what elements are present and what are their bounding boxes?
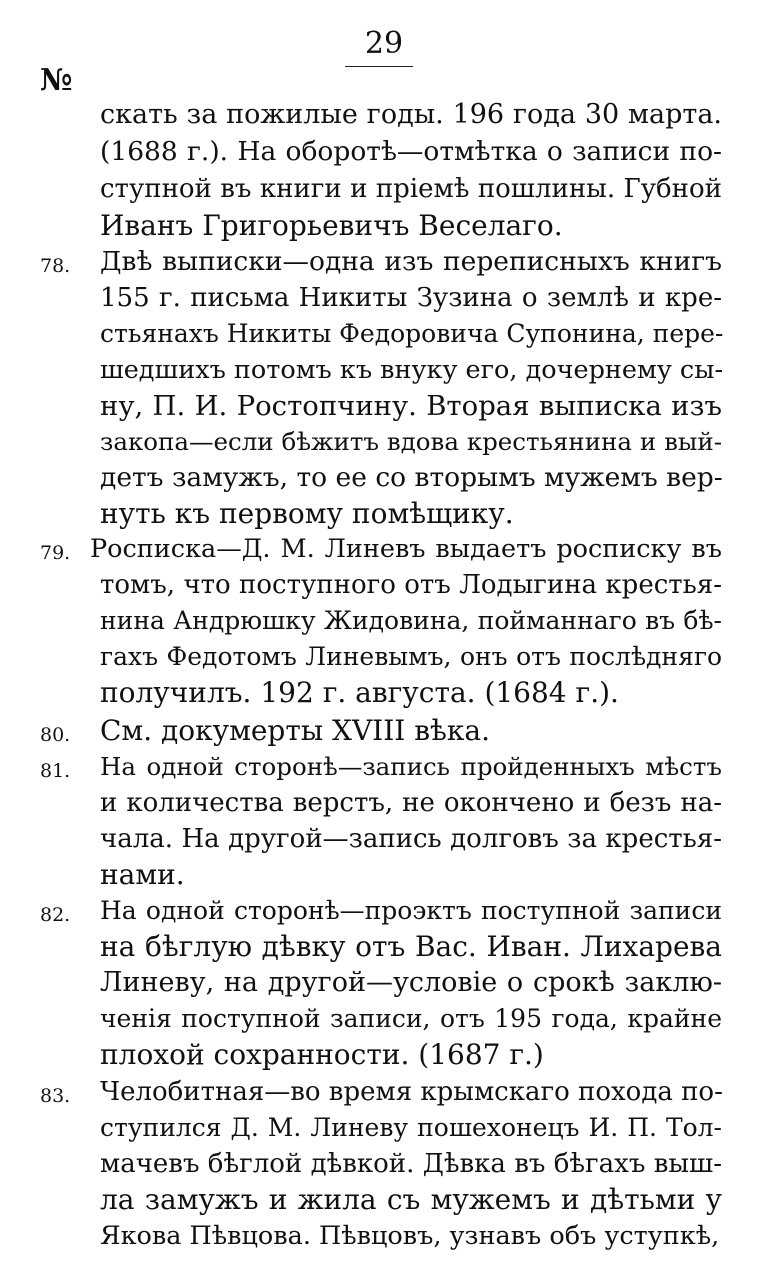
text-line: (1688 г.). На оборотѣ—отмѣтка о записи по- [100, 136, 722, 167]
entry-number: 80. [40, 724, 71, 746]
text-line: детъ замужъ, то ее со вторымъ мужемъ вер- [100, 462, 723, 493]
text-line: нуть къ первому помѣщику. [100, 497, 514, 530]
entry-number: 82. [40, 904, 71, 926]
text-line: Росписка—Д. М. Линевъ выдаетъ росписку въ [90, 534, 722, 564]
text-line: На одной сторонѣ—проэктъ поступной записи [100, 896, 722, 925]
entry-number: 83. [40, 1085, 71, 1107]
text-line: мачевъ бѣглой дѣвкой. Дѣвка въ бѣгахъ выш- [100, 1149, 722, 1179]
text-line: нина Андрюшку Жидовина, пойманнаго въ бѣ- [100, 606, 722, 635]
text-line: ступной въ книги и пріемѣ пошлины. Губной [100, 174, 722, 204]
text-line: получилъ. 192 г. августа. (1684 г.). [100, 676, 619, 709]
text-line: Двѣ выписки—одна изъ переписныхъ книгъ [100, 246, 722, 277]
text-line: шедшихъ потомъ къ внуку его, дочернему сы- [100, 355, 724, 385]
text-line: Якова Пѣвцова. Пѣвцовъ, узнавъ объ уступкѣ, [100, 1221, 720, 1251]
text-line: ченія поступной записи, отъ 195 года, крайне [100, 1004, 722, 1033]
text-line: плохой сохранности. (1687 г.) [100, 1038, 544, 1071]
text-line: Иванъ Григорьевичъ Веселаго. [100, 209, 563, 242]
text-line: Челобитная—во время крымскаго похода по- [100, 1077, 723, 1107]
text-line: закопа—если бѣжитъ вдова крестьянина и вый- [100, 427, 722, 456]
text-line: стьянахъ Никиты Федоровича Супонина, пере- [100, 319, 724, 348]
text-line: скать за пожилые годы. 196 года 30 марта. [100, 99, 722, 130]
entry-number: 78. [40, 255, 71, 277]
text-line: нами. [100, 858, 185, 891]
text-line: ла замужъ и жила съ мужемъ и дѣтьми у [100, 1183, 722, 1216]
text-line: ну, П. И. Ростопчину. Вторая выписка изъ [100, 390, 722, 422]
number-sign: № [40, 63, 73, 98]
text-line: и количества верстъ, не окончено и безъ на- [100, 788, 722, 818]
text-line: на бѣглую дѣвку отъ Вас. Иван. Лихарева [100, 930, 722, 963]
entry-number: 81. [40, 760, 71, 782]
text-line: ступился Д. М. Линеву пошехонецъ И. П. Тол- [100, 1113, 722, 1142]
text-line: чала. На другой—запись долговъ за крестья- [100, 824, 722, 854]
text-line: На одной сторонѣ—запись пройденныхъ мѣстъ [100, 752, 722, 781]
text-line: См. докумерты XVIII вѣка. [100, 714, 491, 747]
header-rule [345, 66, 413, 67]
text-line: томъ, что поступного отъ Лодыгина крестья- [100, 570, 722, 600]
text-line: Линеву, на другой—условіе о срокѣ заклю- [100, 967, 722, 998]
text-line: гахъ Федотомъ Линевымъ, онъ отъ послѣдняго [100, 642, 722, 671]
page-number: 29 [364, 26, 404, 61]
text-line: 155 г. письма Никиты Зузина о землѣ и кре- [100, 283, 722, 313]
entry-number: 79. [40, 542, 71, 564]
